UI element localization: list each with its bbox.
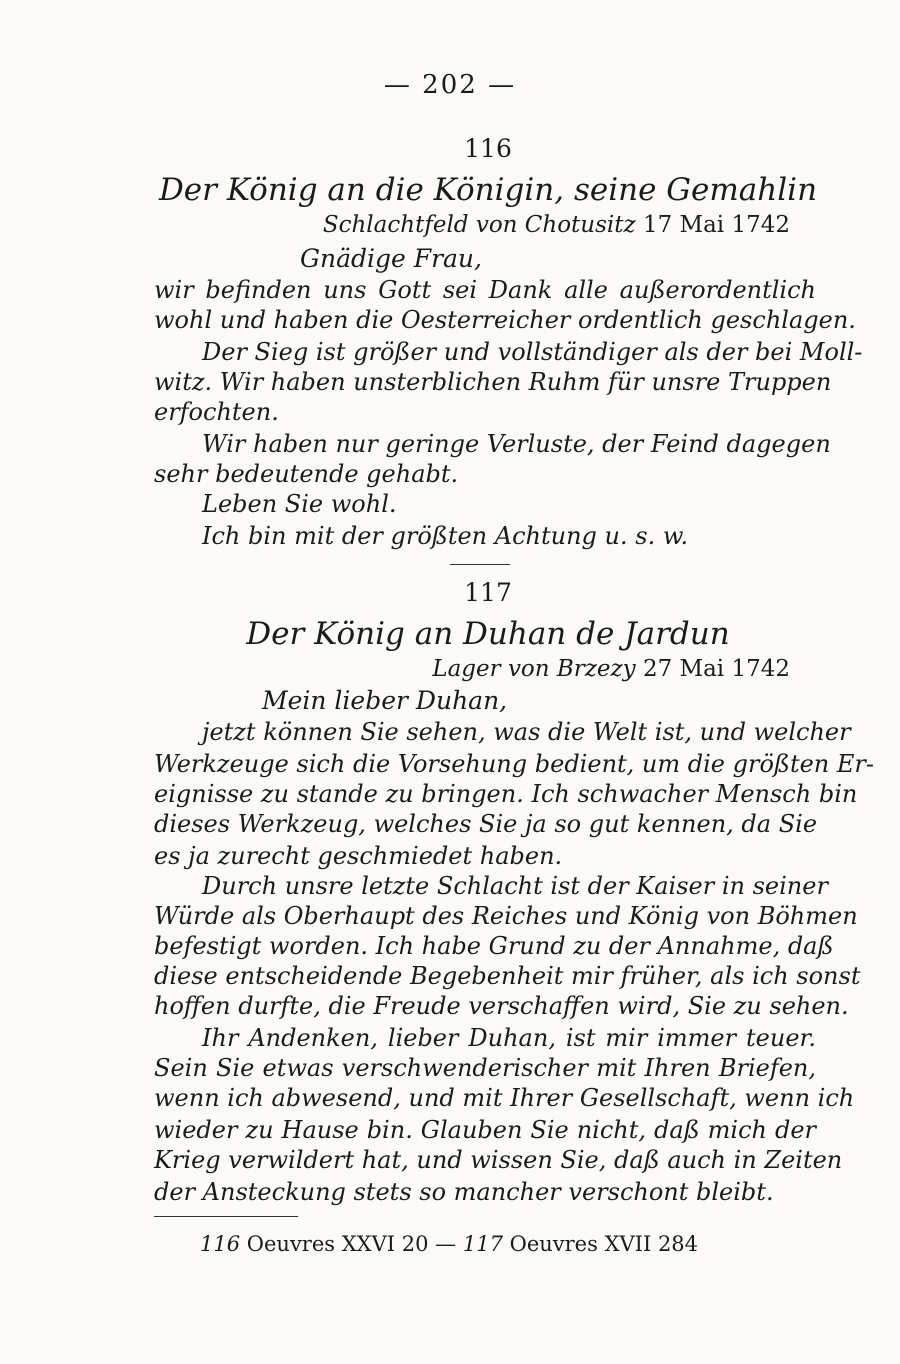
letter-title: Der König an Duhan de Jardun <box>246 616 730 652</box>
dateline-date: 17 Mai 1742 <box>642 212 790 238</box>
letter-salutation: Gnädige Frau, <box>300 244 482 273</box>
footnote-ref-number: 117 <box>462 1232 503 1256</box>
footnote-ref-text: Oeuvres XXVI 20 — <box>240 1232 463 1256</box>
footnote-rule <box>154 1216 298 1217</box>
footnote <box>200 1232 698 1256</box>
letter-title: Der König an die Königin, seine Gemahlin <box>158 172 818 208</box>
text-line: wir befinden uns Gott sei Dank alle außerordentlich <box>154 276 816 304</box>
text-line: Durch unsre letzte Schlacht ist der Kaiser in seiner <box>202 872 828 900</box>
letter-dateline <box>432 656 790 682</box>
letter-number: 117 <box>464 578 512 607</box>
letter-dateline <box>323 212 790 238</box>
text-line: witz. Wir haben unsterblichen Ruhm für unsre Truppen <box>154 368 832 396</box>
text-line: der Ansteckung stets so mancher verschont bleibt. <box>154 1178 774 1206</box>
dateline-place: Schlachtfeld von Chotusitz <box>322 212 636 238</box>
text-line: Wir haben nur geringe Verluste, der Feind dagegen <box>202 430 831 458</box>
text-line: Werkzeuge sich die Vorsehung bedient, um die größten Er- <box>154 750 874 778</box>
text-line: eignisse zu stande zu bringen. Ich schwacher Mensch bin <box>154 780 858 808</box>
text-line: diese entscheidende Begebenheit mir früher, als ich sonst <box>154 962 861 990</box>
text-line: jetzt können Sie sehen, was die Welt ist, und welcher <box>202 718 851 746</box>
dateline-place: Lager von Brzezy <box>432 656 636 682</box>
footnote-ref-number: 116 <box>200 1232 241 1256</box>
text-line: dieses Werkzeug, welches Sie ja so gut kennen, da Sie <box>154 810 818 838</box>
text-line: sehr bedeutende gehabt. <box>154 460 459 488</box>
text-line: Leben Sie wohl. <box>202 490 397 518</box>
text-line: wenn ich abwesend, und mit Ihrer Gesellschaft, wenn ich <box>154 1084 855 1112</box>
text-line: es ja zurecht geschmiedet haben. <box>154 842 563 870</box>
text-line: wieder zu Hause bin. Glauben Sie nicht, daß mich der <box>154 1116 816 1144</box>
dateline-date: 27 Mai 1742 <box>642 656 790 682</box>
text-line: Krieg verwildert hat, und wissen Sie, daß auch in Zeiten <box>154 1146 843 1174</box>
text-line: Der Sieg ist größer und vollständiger als der bei Moll- <box>202 338 863 366</box>
text-line: erfochten. <box>154 398 279 426</box>
section-divider <box>450 564 510 565</box>
text-line: Ihr Andenken, lieber Duhan, ist mir immer teuer. <box>202 1024 816 1052</box>
text-line: Würde als Oberhaupt des Reiches und König von Böhmen <box>154 902 858 930</box>
footnote-ref-text: Oeuvres XVII 284 <box>502 1232 699 1256</box>
text-line: hoffen durfte, die Freude verschaffen wird, Sie zu sehen. <box>154 992 849 1020</box>
page-number: — 202 — <box>383 70 517 100</box>
text-line: wohl und haben die Oesterreicher ordentlich geschlagen. <box>154 306 856 334</box>
text-line: Sein Sie etwas verschwenderischer mit Ihren Briefen, <box>154 1054 816 1082</box>
letter-number: 116 <box>464 134 512 163</box>
letter-salutation: Mein lieber Duhan, <box>262 686 508 715</box>
text-line: befestigt worden. Ich habe Grund zu der Annahme, daß <box>154 932 834 960</box>
text-line: Ich bin mit der größten Achtung u. s. w. <box>202 522 689 550</box>
